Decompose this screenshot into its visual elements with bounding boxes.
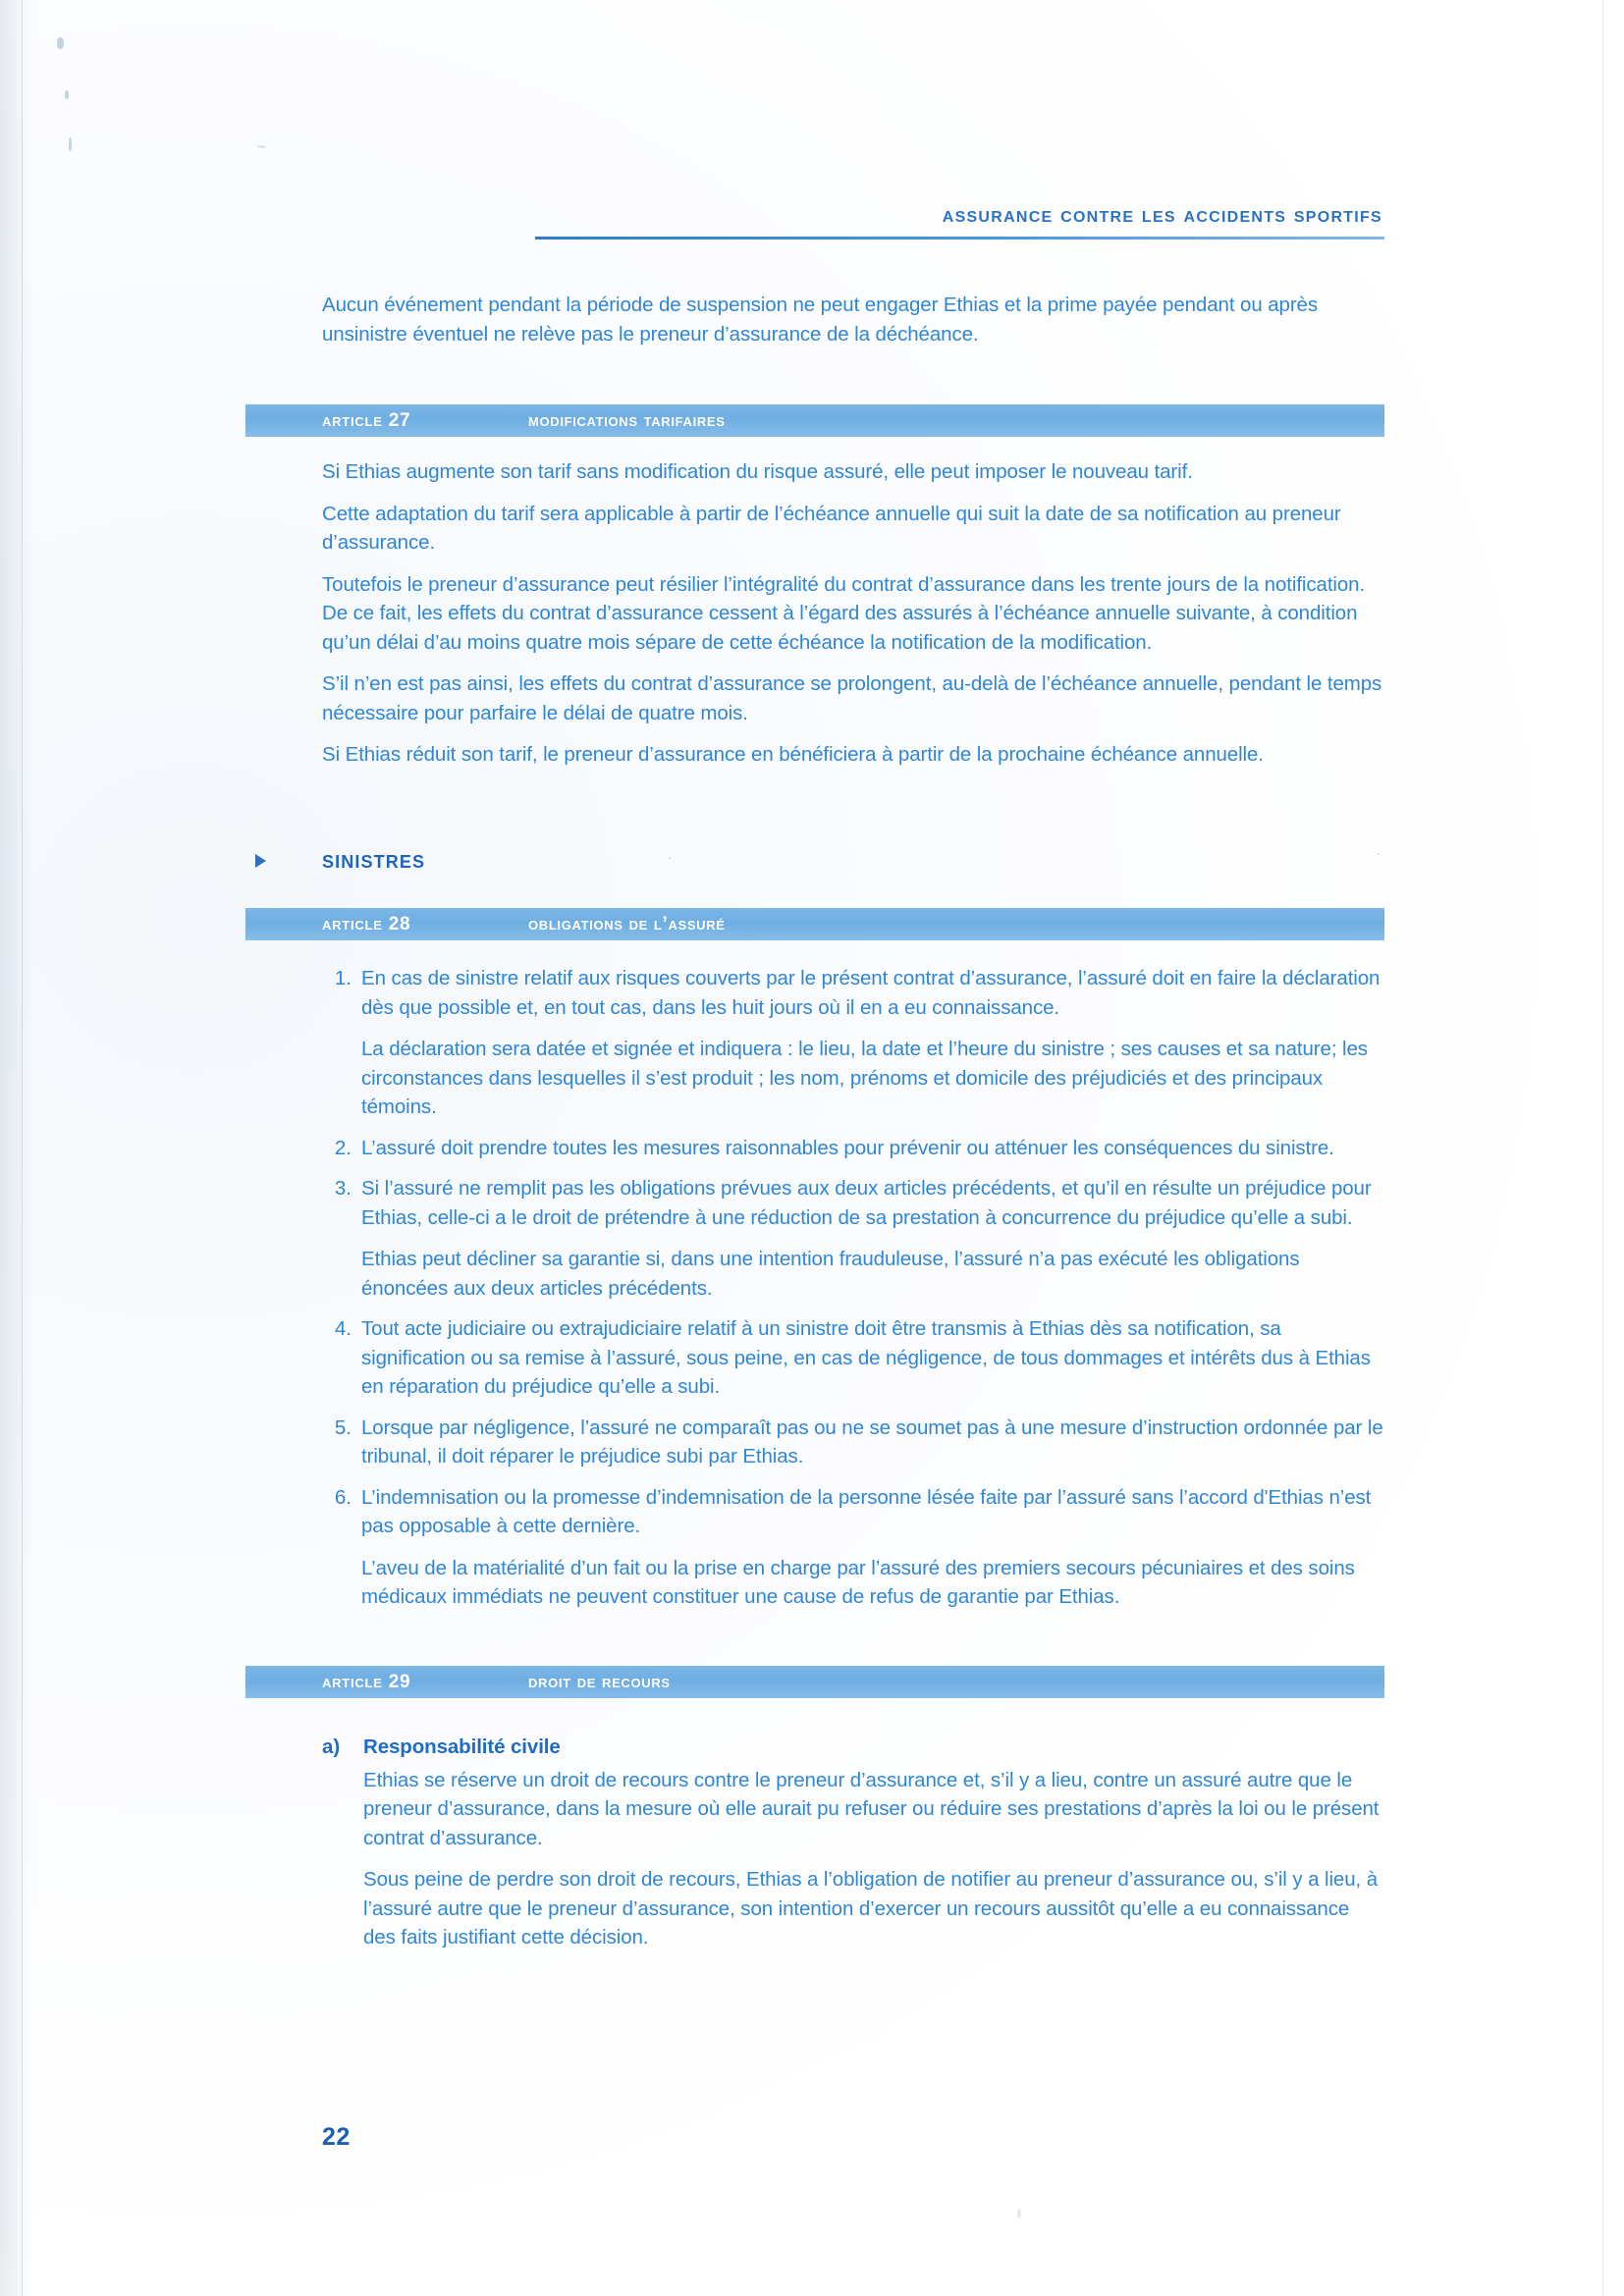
list-item [322, 1174, 1384, 1303]
paragraph: L’assuré doit prendre toutes les mesures raisonnables pour prévenir ou atténuer les conséquences du sinistre. [361, 1136, 1334, 1159]
list-item [322, 1314, 1384, 1402]
list-item-marker: 1. [334, 967, 352, 989]
article-29-number: article 29 [322, 1671, 411, 1692]
article-27-bar [245, 404, 1384, 437]
scan-gutter-shadow [0, 0, 33, 2296]
list-item [322, 1414, 1384, 1471]
article-28-body [322, 964, 1384, 1612]
paragraph: Ethias se réserve un droit de recours contre le preneur d’assurance et, s’il y a lieu, contre un assuré autre que le preneur d’assurance, dans la mesure où elle aurait pu refuser ou réduire ses prestations d’après la loi ou le présent contrat d’assurance. [363, 1768, 1380, 1849]
paragraph: Tout acte judiciaire ou extrajudiciaire relatif à un sinistre doit être transmis à Ethias dès sa notification, sa signification ou sa remise à l’assuré, sous peine, en cas de négligence, de tous dommages et intérêts dus à Ethias en réparation du préjudice qu’elle a subi. [361, 1317, 1371, 1399]
triangle-marker-icon [255, 854, 266, 868]
paragraph: La déclaration sera datée et signée et indiquera : le lieu, la date et l’heure du sinistre ; ses causes et sa nature; les circonstances dans lesquelles il s’est produit ; les nom, prénoms et domicile des préjudiciés et des principaux témoins. [361, 1038, 1368, 1119]
list-item [322, 1483, 1384, 1612]
article-28-number: article 28 [322, 913, 411, 934]
paragraph: L’aveu de la matérialité d’un fait ou la prise en charge par l’assuré des premiers secours pécuniaires et des soins médicaux immédiats ne peuvent constituer une cause de refus de garantie par Ethias. [361, 1556, 1355, 1609]
section-title: sinistres [322, 846, 426, 874]
paragraph: S’il n’en est pas ainsi, les effets du contrat d’assurance se prolongent, au-delà de l’échéance annuelle, pendant le temps nécessaire pour parfaire le délai de quatre mois. [322, 672, 1382, 724]
article-29-bar [245, 1666, 1384, 1698]
article-29-title: droit de recours [528, 1671, 671, 1692]
article-27-body [322, 457, 1384, 770]
article-29-body [322, 1733, 1384, 1952]
scan-speckle [1017, 2209, 1021, 2218]
intro-block [322, 291, 1384, 348]
list-item-marker: 2. [334, 1136, 352, 1159]
running-header-rule [535, 237, 1384, 240]
scan-speckle [65, 90, 69, 99]
list-item-marker: 5. [334, 1415, 352, 1439]
scan-speckle [69, 137, 72, 151]
paragraph: Toutefois le preneur d’assurance peut résilier l’intégralité du contrat d’assurance dans les trente jours de la notification. De ce fait, les effets du contrat d’assurance cessent à l’égard des assurés à l’échéance annuelle suivante, à condition qu’un délai d’au moins quatre mois sépare de cette échéance la notification de la modification. [322, 572, 1366, 654]
list-item [322, 964, 1384, 1122]
article-28-title: obligations de l’assuré [528, 913, 726, 934]
list-item [322, 1134, 1384, 1163]
paragraph: L’indemnisation ou la promesse d’indemnisation de la personne lésée faite par l’assuré sans l’accord d'Ethias n’est pas opposable à cette dernière. [361, 1485, 1372, 1538]
obligations-list [322, 964, 1384, 1612]
page-number: 22 [322, 2123, 351, 2151]
paragraph: Si l’assuré ne remplit pas les obligations prévues aux deux articles précédents, et qu’il en résulte un préjudice pour Ethias, celle-ci a le droit de prétendre à une réduction de sa prestation à concurrence du préjudice qu’elle a subi. [361, 1177, 1372, 1229]
scan-artifact-mark: · [668, 850, 673, 865]
article-27-title: modifications tarifaires [528, 409, 726, 431]
intro-paragraph: Aucun événement pendant la période de suspension ne peut engager Ethias et la prime payée pendant ou après unsinistre éventuel ne relève pas le preneur d’assurance de la déchéance. [322, 294, 1319, 346]
running-header-title: assurance contre les accidents sportifs [942, 201, 1382, 227]
scan-edge-line-left [22, 0, 23, 2296]
paragraph: En cas de sinistre relatif aux risques couverts par le présent contrat d’assurance, l’assuré doit en faire la déclaration dès que possible et, en tout cas, dans les huit jours où il en a eu connaissance. [361, 967, 1380, 1019]
subsection-marker: a) [322, 1735, 341, 1758]
paragraph: Ethias peut décliner sa garantie si, dans une intention frauduleuse, l’assuré n’a pas exécuté les obligations énoncées aux deux articles précédents. [361, 1248, 1300, 1300]
list-item-marker: 6. [334, 1485, 352, 1509]
paragraph: Lorsque par négligence, l’assuré ne comparaît pas ou ne se soumet pas à une mesure d’instruction ordonnée par le tribunal, il doit réparer le préjudice subi par Ethias. [361, 1415, 1383, 1468]
paragraph: Si Ethias augmente son tarif sans modification du risque assuré, elle peut imposer le nouveau tarif. [322, 460, 1193, 483]
subsection-responsabilite-civile [322, 1733, 1384, 1952]
list-item-marker: 4. [334, 1317, 352, 1341]
section-heading-sinistres [245, 846, 1384, 875]
article-28-bar [245, 908, 1384, 940]
scan-artifact-mark: · [1377, 846, 1381, 861]
list-item-marker: 3. [334, 1177, 352, 1201]
scan-speckle [257, 145, 266, 148]
running-header [245, 201, 1384, 240]
paragraph: Si Ethias réduit son tarif, le preneur d’assurance en bénéficiera à partir de la prochaine échéance annuelle. [322, 743, 1264, 767]
subsection-title: Responsabilité civile [363, 1735, 561, 1758]
article-27-number: article 27 [322, 409, 411, 431]
scan-edge-line-right [1602, 0, 1603, 2296]
paragraph: Cette adaptation du tarif sera applicable à partir de l’échéance annuelle qui suit la date de sa notification au preneur d’assurance. [322, 502, 1341, 555]
scan-speckle [57, 37, 64, 49]
paragraph: Sous peine de perdre son droit de recours, Ethias a l’obligation de notifier au preneur d’assurance ou, s’il y a lieu, à l’assuré autre que le preneur d’assurance, son intention d’exercer un recours aussitôt qu’elle a eu connaissance des faits justifiant cette décision. [363, 1868, 1378, 1949]
